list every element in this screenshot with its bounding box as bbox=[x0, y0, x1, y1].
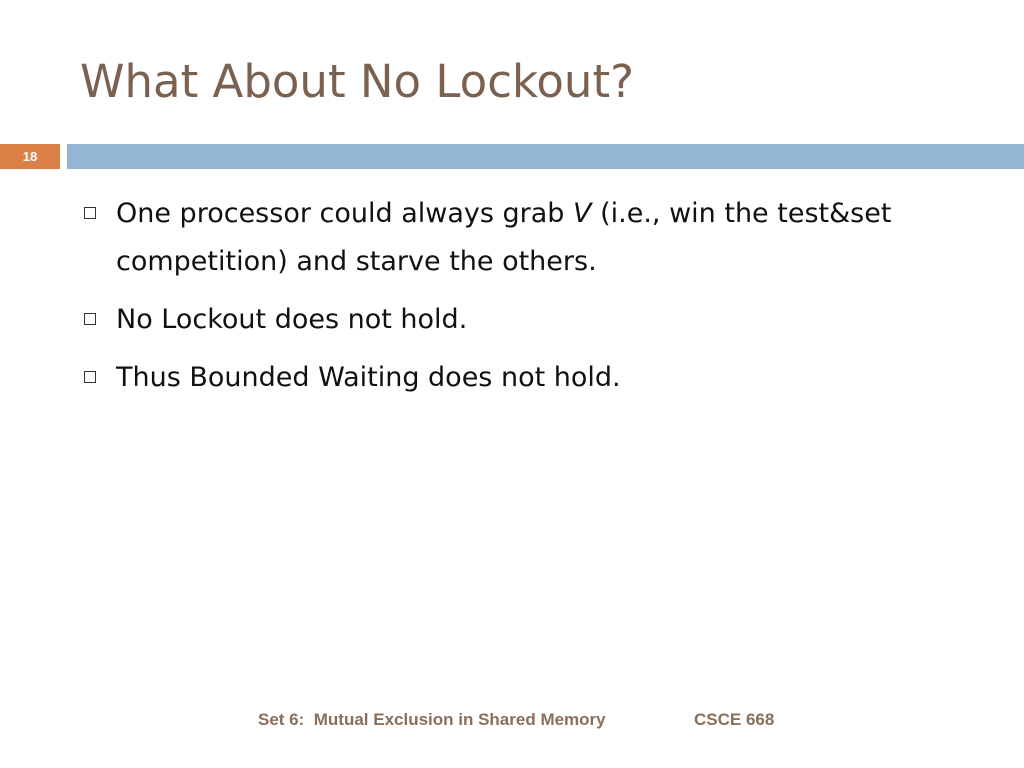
bullet-text: No Lockout does not hold. bbox=[116, 304, 468, 335]
title-rule-bar bbox=[67, 144, 1024, 169]
square-bullet-icon bbox=[84, 371, 96, 383]
bullet-item bbox=[82, 296, 962, 344]
bullet-text-start: One processor could always grab bbox=[116, 198, 574, 229]
slide-title: What About No Lockout? bbox=[80, 55, 634, 108]
bullet-text: Thus Bounded Waiting does not hold. bbox=[116, 362, 621, 393]
slide-number-badge bbox=[0, 144, 60, 169]
bullet-text-emphasis: V bbox=[573, 198, 592, 229]
bullet-item bbox=[82, 354, 962, 402]
square-bullet-icon bbox=[84, 207, 96, 219]
square-bullet-icon bbox=[84, 313, 96, 325]
bullet-item bbox=[82, 190, 962, 286]
slide-number: 18 bbox=[22, 149, 38, 164]
footer-set-title: Set 6: Mutual Exclusion in Shared Memory bbox=[258, 710, 606, 729]
footer-course-code: CSCE 668 bbox=[694, 710, 775, 729]
bullet-text-end: (i.e., win the test&set competition) and starve the others. bbox=[116, 198, 892, 277]
bullet-list bbox=[82, 190, 962, 412]
